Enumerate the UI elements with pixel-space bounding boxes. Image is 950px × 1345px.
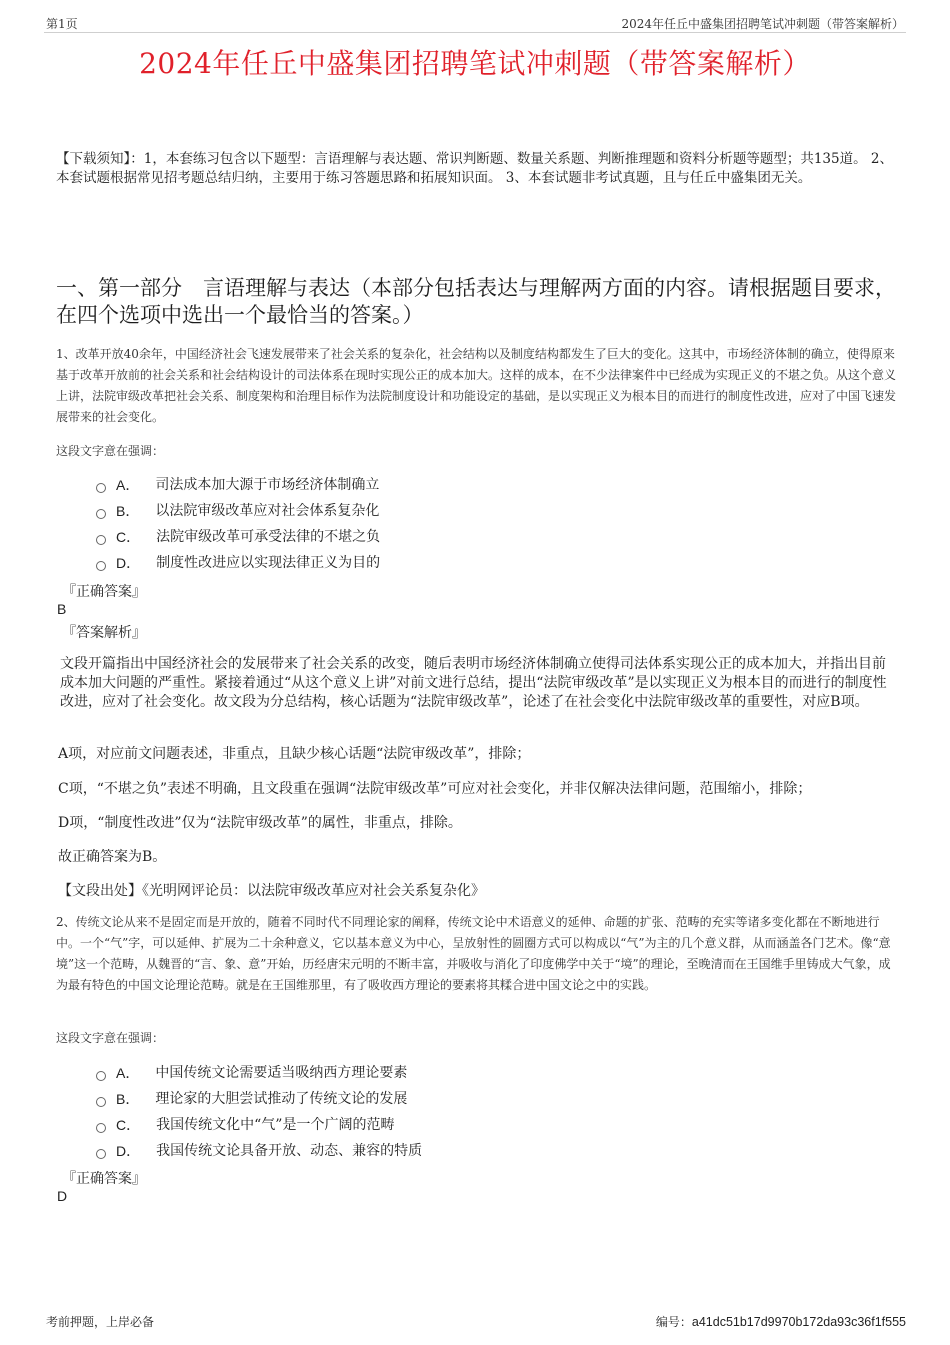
analysis-text: 文段开篇指出中国经济社会的发展带来了社会关系的改变，随后表明市场经济体制确立使得司法体系实现公正的成本加大，并指出目前成本加大问题的严重性。紧接着通过“从这个意义上讲”对前文进行总结，提出“法院审级改革”是以实现正义为根本目的而进行的制度性改进，应对了社会变化。故文段为分总结构，核心话题为“法院审级改革”，论述了在社会变化中法院审级改革的重要性，对应B项。 bbox=[60, 656, 887, 710]
analysis-note-c: C项，“不堪之负”表述不明确，且文段重在强调“法院审级改革”可应对社会变化，并非仅解决法律问题，范围缩小，排除； bbox=[58, 781, 812, 797]
passage-source: 【文段出处】《光明网评论员：以法院审级改革应对社会关系复杂化》 bbox=[58, 883, 485, 899]
document-title: 2024年任丘中盛集团招聘笔试冲刺题（带答案解析） bbox=[139, 47, 811, 80]
question-1-options bbox=[96, 472, 380, 576]
footer-code: 编号：a41dc51b17d9970b172da93c36f1f555 bbox=[655, 1315, 906, 1329]
analysis-conclusion: 故正确答案为B。 bbox=[58, 849, 167, 865]
analysis-note-a: A项，对应前文问题表述，非重点，且缺少核心话题“法院审级改革”，排除； bbox=[58, 746, 531, 762]
answer-value: B bbox=[57, 601, 67, 617]
answer-label: 『正确答案』 bbox=[62, 584, 146, 600]
question-2-passage: 2、传统文论从来不是固定而是开放的，随着不同时代不同理论家的阐释，传统文论中术语意义的延伸、命题的扩张、范畴的充实等诸多变化都在不断地进行中。一个“气”字，可以延伸、扩展为二十余种意义，它以基本意义为中心，呈放射性的圆圈方式可以构成以“气”为主的几个意义群，从而涵盖各门艺术。像“意境”这一个范畴，从魏晋的“言、象、意”开始，历经唐宋元明的不断丰富，并吸收与消化了印度佛学中关于“境”的理论，至晚清而在王国维手里铸成大气象，成为最有特色的中国文论理论范畴。就是在王国维那里，有了吸收西方理论的要素将其糅合进中国文论之中的实践。 bbox=[56, 915, 891, 992]
option-d[interactable]: D． 我国传统文论具备开放、动态、兼容的特质 bbox=[96, 1138, 422, 1164]
section-heading: 一、第一部分 言语理解与表达（本部分包括表达与理解两方面的内容。请根据题目要求，在四个选项中选出一个最恰当的答案。） bbox=[56, 276, 896, 327]
option-d[interactable]: D． 制度性改进应以实现法律正义为目的 bbox=[96, 550, 380, 576]
option-c[interactable]: C． 我国传统文化中“气”是一个广阔的范畴 bbox=[96, 1112, 422, 1138]
page-number: 第1页 bbox=[46, 17, 78, 31]
radio-icon[interactable] bbox=[96, 483, 106, 493]
radio-icon[interactable] bbox=[96, 1149, 106, 1159]
option-b[interactable]: B． 理论家的大胆尝试推动了传统文论的发展 bbox=[96, 1086, 422, 1112]
footer-slogan: 考前押题，上岸必备 bbox=[46, 1315, 155, 1329]
question-2-options bbox=[96, 1060, 422, 1164]
question-1-stem: 这段文字意在强调： bbox=[56, 444, 165, 458]
answer-label: 『正确答案』 bbox=[62, 1171, 146, 1187]
page-footer bbox=[46, 1313, 906, 1331]
page-header bbox=[44, 14, 906, 33]
option-a[interactable]: A． 司法成本加大源于市场经济体制确立 bbox=[96, 472, 380, 498]
question-2-stem: 这段文字意在强调： bbox=[56, 1031, 165, 1045]
analysis-note-d: D项，“制度性改进”仅为“法院审级改革”的属性，非重点，排除。 bbox=[58, 815, 462, 831]
analysis-label: 『答案解析』 bbox=[62, 625, 146, 641]
answer-value: D bbox=[57, 1188, 68, 1204]
option-a[interactable]: A． 中国传统文论需要适当吸纳西方理论要素 bbox=[96, 1060, 422, 1086]
header-doc-title: 2024年任丘中盛集团招聘笔试冲刺题（带答案解析） bbox=[621, 17, 904, 31]
radio-icon[interactable] bbox=[96, 1071, 106, 1081]
radio-icon[interactable] bbox=[96, 1097, 106, 1107]
option-b[interactable]: B． 以法院审级改革应对社会体系复杂化 bbox=[96, 498, 380, 524]
download-notice: 【下载须知】：1，本套练习包含以下题型：言语理解与表达题、常识判断题、数量关系题、判断推理题和资料分析题等题型；共135道。 2、本套试题根据常见招考题总结归纳，主要用于练习答题思路和拓展知识面。 3、本套试题非考试真题，且与任丘中盛集团无关。 bbox=[56, 151, 893, 186]
radio-icon[interactable] bbox=[96, 1123, 106, 1133]
question-1-passage: 1、改革开放40余年，中国经济社会飞速发展带来了社会关系的复杂化，社会结构以及制度结构都发生了巨大的变化。这其中，市场经济体制的确立，使得原来基于改革开放前的社会关系和社会结构设计的司法体系在现时实现公正的成本加大。这样的成本，在不少法律案件中已经成为实现正义的不堪之负。从这个意义上讲，法院审级改革把社会关系、制度架构和治理目标作为法院制度设计和功能设定的基础，是以实现正义为根本目的而进行的制度性改进，应对了中国飞速发展带来的社会变化。 bbox=[56, 347, 897, 424]
radio-icon[interactable] bbox=[96, 535, 106, 545]
radio-icon[interactable] bbox=[96, 509, 106, 519]
radio-icon[interactable] bbox=[96, 561, 106, 571]
option-c[interactable]: C． 法院审级改革可承受法律的不堪之负 bbox=[96, 524, 380, 550]
